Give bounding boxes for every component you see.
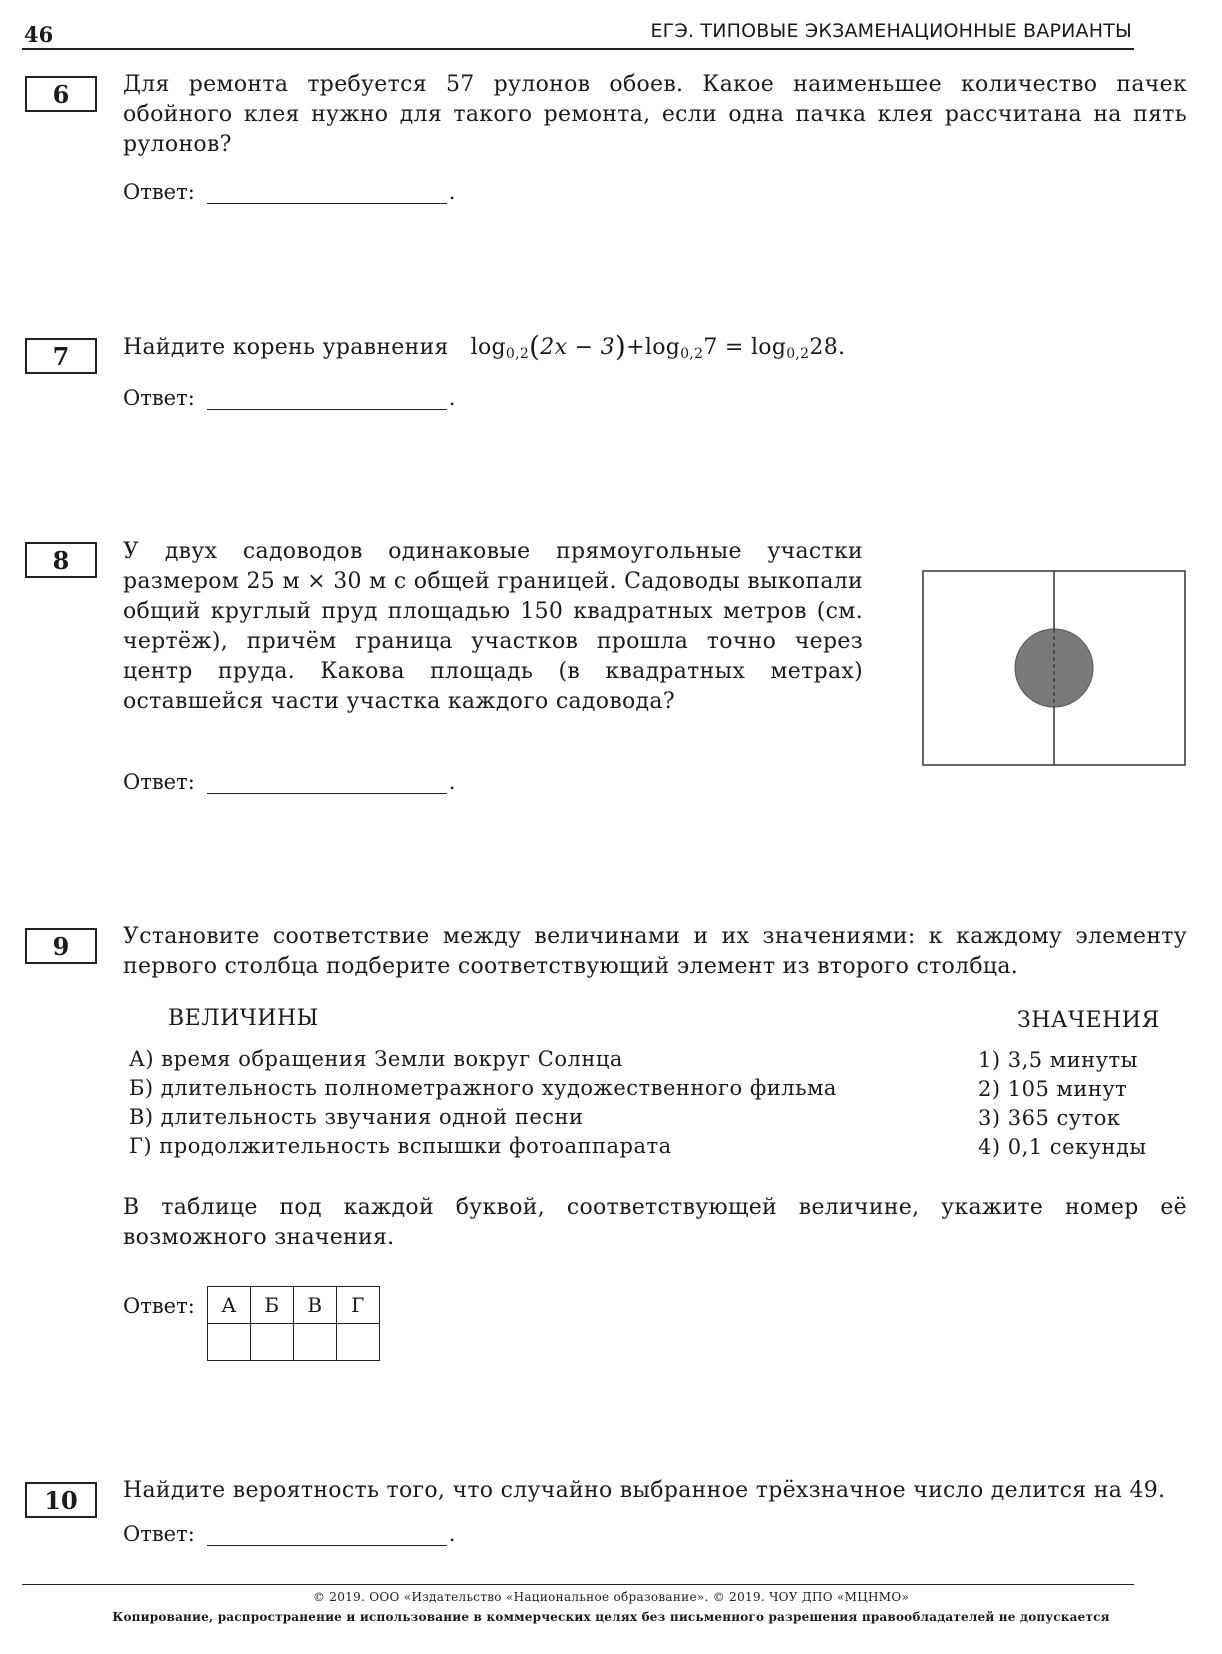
quantity-item: В) длительность звучания одной песни: [129, 1105, 584, 1129]
task-7-answer: Ответ: .: [123, 386, 456, 410]
table-header-b: Б: [250, 1287, 293, 1324]
value-item: 1) 3,5 минуты: [978, 1048, 1138, 1072]
task-7-text: [123, 332, 883, 369]
answer-cell-g[interactable]: [336, 1324, 379, 1361]
task-8-text: У двух садоводов одинаковые прямоугольные участки размером 25 м × 30 м с общей границей. Садоводы выкопали общий круглый пруд площадью 150 квадратных метров (см. чертёж), причём граница участков прошла точно через центр пруда. Какова площадь (в квадратных метрах) оставшейся части участка каждого садовода?: [123, 539, 863, 714]
task-10-number: 10: [25, 1482, 97, 1518]
task-7-answer-field[interactable]: [207, 389, 447, 410]
quantities-list: [129, 1045, 909, 1161]
task-8-answer: Ответ: .: [123, 770, 456, 794]
answer-cell-b[interactable]: [250, 1324, 293, 1361]
task-6-number: 6: [25, 76, 97, 112]
task-9-instruction: В таблице под каждой буквой, соответствующей величине, укажите номер её возможного значения.: [123, 1195, 1187, 1250]
header-rule: [22, 48, 1134, 50]
table-header-a: А: [207, 1287, 250, 1324]
task-6-text: Для ремонта требуется 57 рулонов обоев. Какое наименьшее количество пачек обойного клея нужно для такого ремонта, если одна пачка клея рассчитана на пять рулонов?: [123, 72, 1187, 157]
task-9-answer: [123, 1286, 380, 1361]
task-8-figure: [922, 570, 1186, 766]
task-7-number: 7: [25, 338, 97, 374]
task-10-answer-field[interactable]: [207, 1525, 447, 1546]
answer-cell-a[interactable]: [207, 1324, 250, 1361]
quantity-item: Б) длительность полнометражного художественного фильма: [129, 1076, 837, 1100]
quantities-title: ВЕЛИЧИНЫ: [168, 1006, 319, 1031]
task-10-answer: Ответ: .: [123, 1522, 456, 1546]
value-item: 2) 105 минут: [978, 1077, 1128, 1101]
task-8-number: 8: [25, 542, 97, 578]
value-item: 4) 0,1 секунды: [978, 1135, 1147, 1159]
table-header-v: В: [293, 1287, 336, 1324]
values-list: [978, 1046, 1178, 1162]
footer-rule: [22, 1584, 1134, 1585]
task-9-number: 9: [25, 928, 97, 964]
quantity-item: Г) продолжительность вспышки фотоаппарата: [129, 1134, 672, 1158]
answer-label: Ответ:: [123, 1522, 195, 1546]
answer-cell-v[interactable]: [293, 1324, 336, 1361]
answer-label: Ответ:: [123, 770, 195, 794]
task-9-answer-table: [207, 1286, 380, 1361]
task-9-text: Установите соответствие между величинами и их значениями: к каждому элементу первого столбца подберите соответствующий элемент из второго столбца.: [123, 924, 1187, 979]
task-6-answer: Ответ: .: [123, 180, 456, 204]
task-7-prompt: Найдите корень уравнения: [123, 335, 449, 360]
quantity-item: А) время обращения Земли вокруг Солнца: [129, 1047, 623, 1071]
task-7-equation: $\log_{0,2}(2x - 3)+\log_{0,2}7 = \log_{0,2}28$.: [470, 330, 846, 363]
answer-label: Ответ:: [123, 386, 195, 410]
page-number: 46: [24, 22, 54, 47]
footer-copyright: © 2019. ООО «Издательство «Национальное образование». © 2019. ЧОУ ДПО «МЦНМО»: [312, 1590, 910, 1604]
answer-label: Ответ:: [123, 180, 195, 204]
task-10-text: Найдите вероятность того, что случайно выбранное трёхзначное число делится на 49.: [123, 1478, 1166, 1503]
value-item: 3) 365 суток: [978, 1106, 1121, 1130]
table-header-g: Г: [336, 1287, 379, 1324]
task-6-answer-field[interactable]: [207, 183, 447, 204]
running-title: ЕГЭ. ТИПОВЫЕ ЭКЗАМЕНАЦИОННЫЕ ВАРИАНТЫ: [650, 20, 1132, 42]
footer-notice: Копирование, распространение и использование в коммерческих целях без письменного разрешения правообладателей не допускается: [112, 1610, 1110, 1624]
answer-label: Ответ:: [123, 1294, 195, 1318]
values-title: ЗНАЧЕНИЯ: [1017, 1008, 1160, 1033]
task-8-answer-field[interactable]: [207, 773, 447, 794]
